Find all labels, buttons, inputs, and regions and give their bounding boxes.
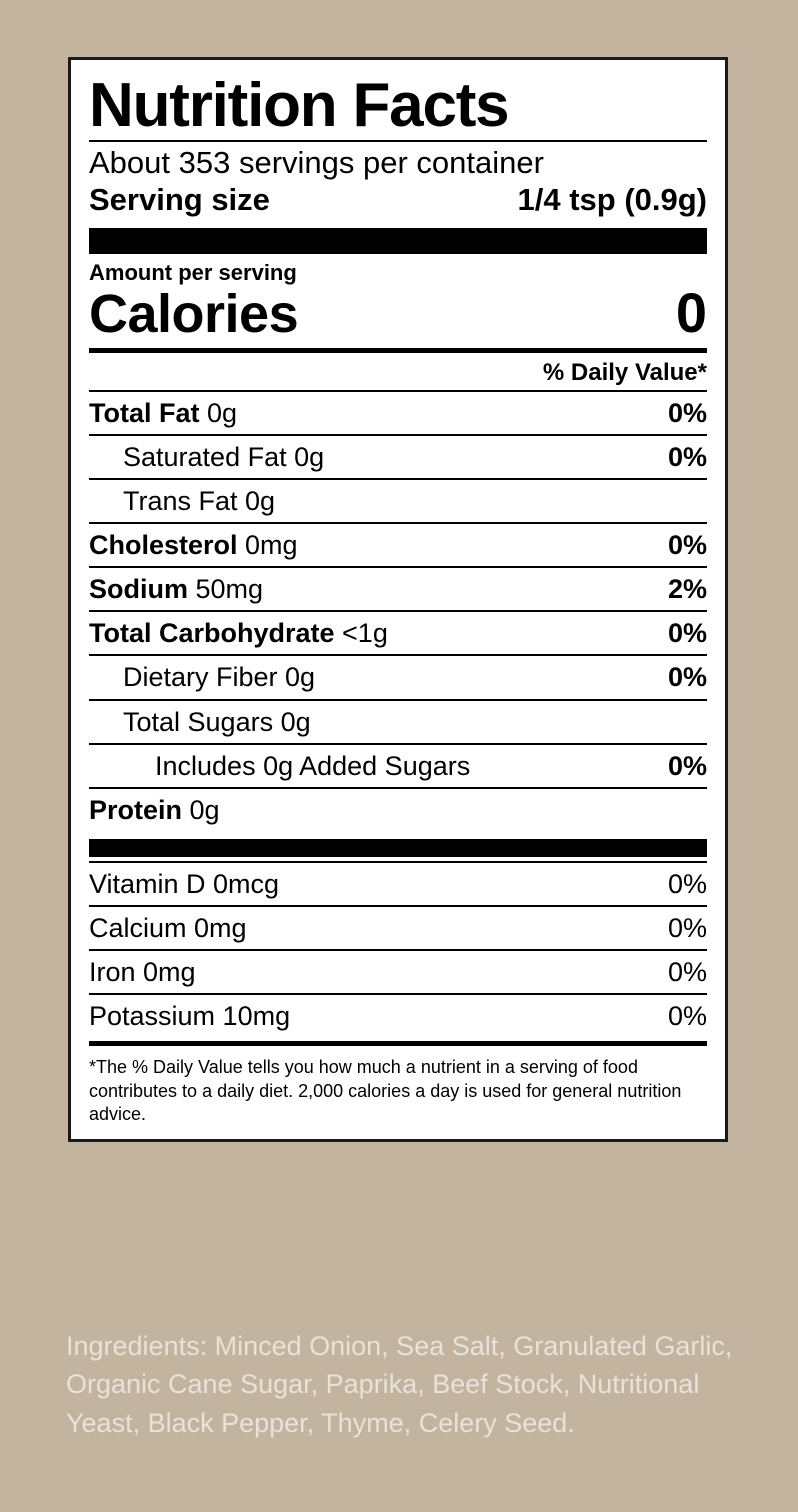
nutrient-daily-value: 0% <box>667 530 707 561</box>
nutrition-facts-panel <box>68 57 728 1142</box>
page-title: Nutrition Facts <box>89 71 509 140</box>
vitamin-name: Iron 0mg <box>89 956 196 987</box>
nutrient-row <box>89 566 707 610</box>
calories-label: Calories <box>89 283 299 344</box>
daily-value-header: % Daily Value* <box>542 359 707 387</box>
nutrient-daily-value: 0% <box>667 662 707 693</box>
nutrient-daily-value: 0% <box>667 750 707 781</box>
nutrient-daily-value: 0% <box>667 442 707 473</box>
vitamin-row <box>89 993 707 1037</box>
divider-above-footnote <box>89 1041 707 1046</box>
nutrient-name: Includes 0g Added Sugars <box>155 750 471 781</box>
divider-thick-bottom <box>89 839 707 857</box>
nutrient-row <box>89 478 707 522</box>
vitamin-table <box>89 861 707 1037</box>
nutrient-daily-value: 0% <box>667 398 707 429</box>
amount-per-serving-label: Amount per serving <box>89 259 297 285</box>
nutrient-row <box>89 522 707 566</box>
nutrient-name: Total Carbohydrate <1g <box>89 618 388 649</box>
nutrient-name: Cholesterol 0mg <box>89 530 298 561</box>
nutrient-name: Dietary Fiber 0g <box>123 662 316 693</box>
nutrient-daily-value: 0% <box>667 618 707 649</box>
vitamin-daily-value: 0% <box>667 1000 707 1031</box>
nutrient-row <box>89 787 707 831</box>
calories-value: 0 <box>675 280 707 344</box>
nutrient-name: Total Sugars 0g <box>123 706 311 737</box>
nutrient-row <box>89 610 707 654</box>
servings-per-container: About 353 servings per container <box>89 144 544 180</box>
vitamin-name: Calcium 0mg <box>89 912 247 943</box>
daily-value-footnote: *The % Daily Value tells you how much a nutrient in a serving of food contributes to a daily diet. 2,000 calories a day is used for general nutrition advice. <box>89 1056 682 1125</box>
nutrient-row <box>89 743 707 787</box>
divider-under-calories <box>89 348 707 353</box>
ingredients-text: Ingredients: Minced Onion, Sea Salt, Granulated Garlic, Organic Cane Sugar, Paprika, Beef Stock, Nutritional Yeast, Black Pepper, Thyme, Celery Seed. <box>66 1331 733 1438</box>
vitamin-row <box>89 905 707 949</box>
nutrient-row <box>89 434 707 478</box>
nutrient-row <box>89 390 707 434</box>
serving-size-value: 1/4 tsp (0.9g) <box>517 182 707 218</box>
nutrient-name: Trans Fat 0g <box>123 486 276 517</box>
vitamin-name: Potassium 10mg <box>89 1000 291 1031</box>
nutrient-daily-value: 2% <box>667 574 707 605</box>
nutrient-name: Total Fat 0g <box>89 398 238 429</box>
nutrient-table <box>89 390 707 830</box>
nutrient-name: Sodium 50mg <box>89 574 264 605</box>
nutrient-row <box>89 699 707 743</box>
vitamin-name: Vitamin D 0mcg <box>89 868 280 899</box>
serving-size-label: Serving size <box>89 182 270 218</box>
nutrient-name: Saturated Fat 0g <box>123 442 325 473</box>
vitamin-daily-value: 0% <box>667 912 707 943</box>
vitamin-row <box>89 949 707 993</box>
vitamin-daily-value: 0% <box>667 956 707 987</box>
vitamin-row <box>89 861 707 905</box>
divider-under-title <box>89 140 707 142</box>
calories-row <box>89 282 707 344</box>
nutrient-name: Protein 0g <box>89 794 220 825</box>
vitamin-daily-value: 0% <box>667 868 707 899</box>
divider-thick-top <box>89 228 707 254</box>
nutrient-row <box>89 654 707 698</box>
serving-size-row <box>89 181 707 220</box>
